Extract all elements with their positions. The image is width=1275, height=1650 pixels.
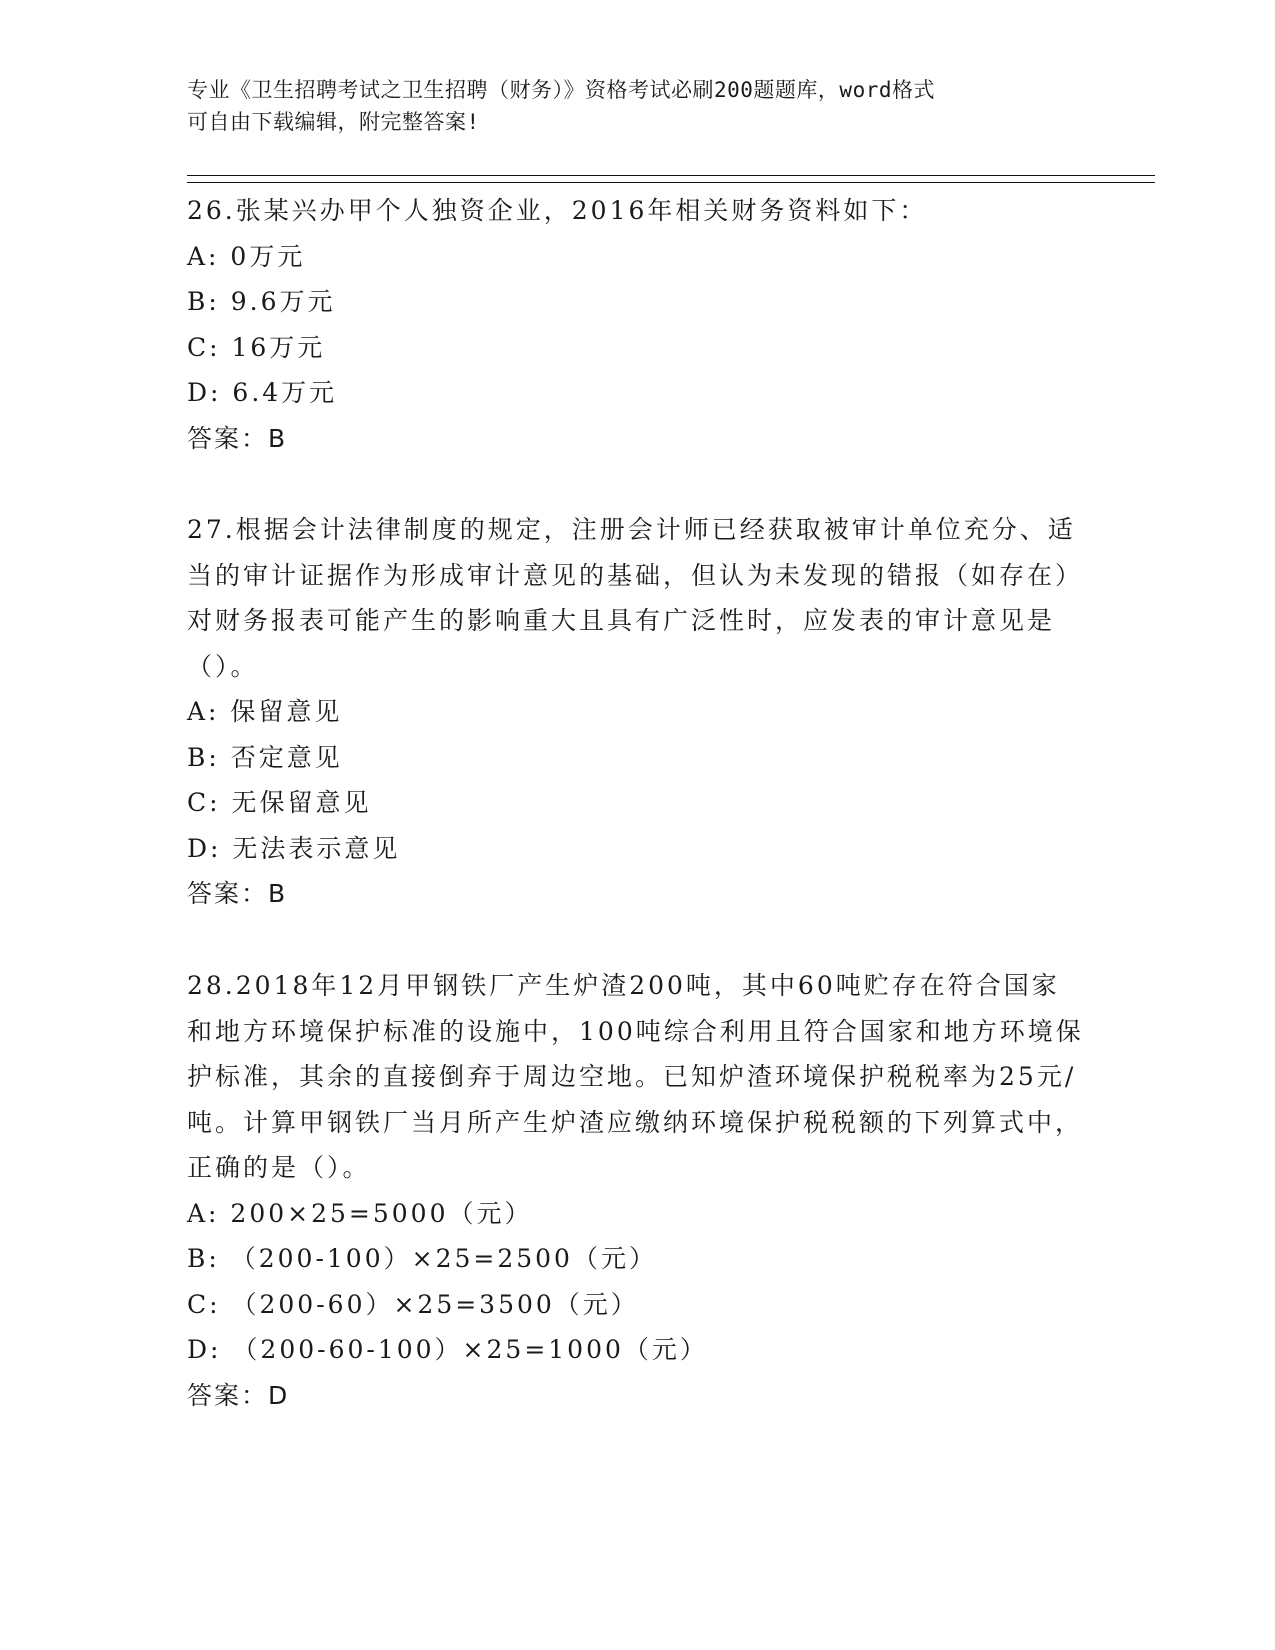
document-header xyxy=(187,74,1067,138)
option-b: B: 9.6万元 xyxy=(187,287,336,316)
question-text: 27.根据会计法律制度的规定，注册会计师已经获取被审计单位充分、适当的审计证据作为形成审计意见的基础，但认为未发现的错报（如存在）对财务报表可能产生的影响重大且具有广泛性时，应发表的审计意见是（）。 xyxy=(187,515,1084,681)
header-line-1: 专业《卫生招聘考试之卫生招聘（财务）》资格考试必刷200题题库，word格式 xyxy=(187,78,935,102)
answer: 答案：B xyxy=(187,879,288,908)
option-a: A: 0万元 xyxy=(187,241,306,271)
option-c: C: （200-60）×25=3500（元） xyxy=(187,1289,639,1319)
header-rule-top xyxy=(187,175,1155,176)
question-text: 26.张某兴办甲个人独资企业，2016年相关财务资料如下： xyxy=(187,196,928,225)
option-c: C: 16万元 xyxy=(187,332,326,362)
option-d: D: 6.4万元 xyxy=(187,378,338,407)
option-d: D: （200-60-100）×25=1000（元） xyxy=(187,1335,708,1364)
option-b: B: 否定意见 xyxy=(187,742,343,772)
header-rule-bottom xyxy=(187,182,1155,183)
option-b: B: （200-100）×25=2500（元） xyxy=(187,1244,657,1273)
answer: 答案：D xyxy=(187,1380,290,1410)
header-line-2: 可自由下载编辑，附完整答案! xyxy=(187,110,480,134)
option-a: A: 保留意见 xyxy=(187,697,343,726)
question-text: 28.2018年12月甲钢铁厂产生炉渣200吨，其中60吨贮存在符合国家和地方环境保护标准的设施中，100吨综合利用且符合国家和地方环境保护标准，其余的直接倒弃于周边空地。已知炉渣环境保护税税率为25元/吨。计算甲钢铁厂当月所产生炉渣应缴纳环境保护税税额的下列算式中，正确的是（）。 xyxy=(187,971,1084,1182)
option-c: C: 无保留意见 xyxy=(187,788,372,817)
question-28 xyxy=(187,963,1087,1418)
option-d: D: 无法表示意见 xyxy=(187,833,401,863)
question-26 xyxy=(187,188,1087,461)
answer: 答案：B xyxy=(187,423,288,453)
option-a: A: 200×25=5000（元） xyxy=(187,1198,533,1228)
question-27 xyxy=(187,507,1087,917)
